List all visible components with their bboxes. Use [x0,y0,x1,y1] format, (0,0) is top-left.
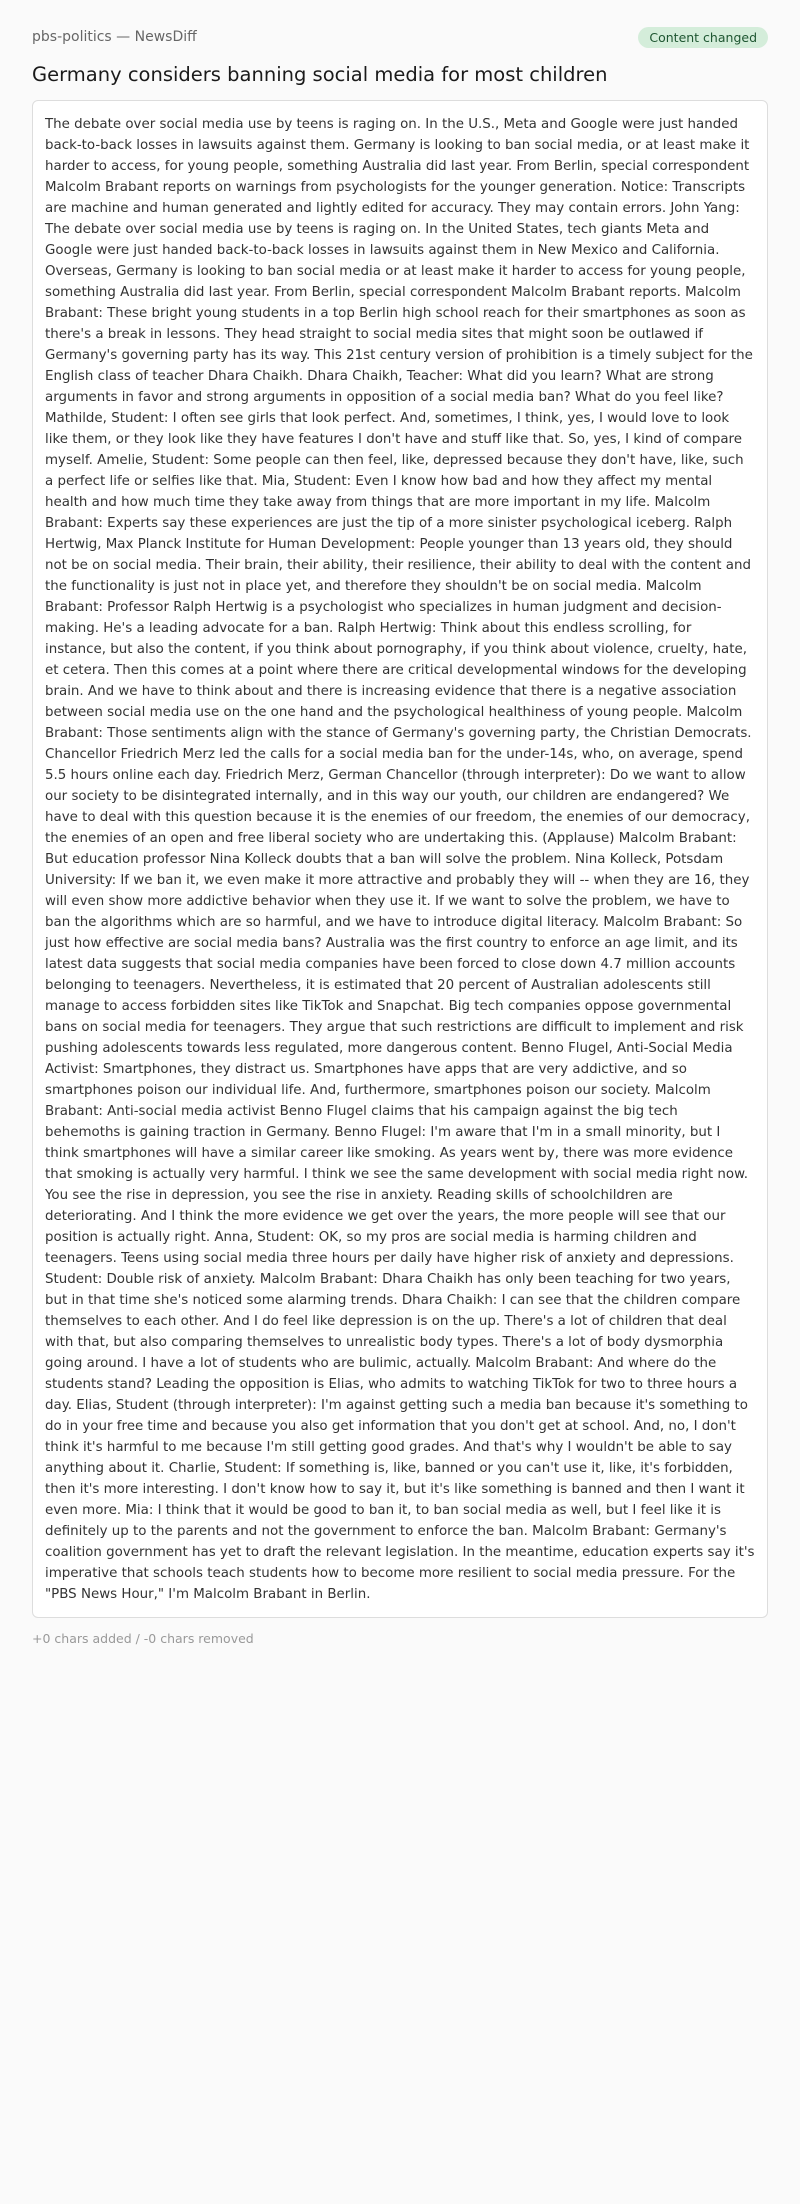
article-content: The debate over social media use by teens is raging on. In the U.S., Meta and Google were just handed back-to-back losses in lawsuits against them. Germany is looking to ban social media, or at least make it harder to access, for young people, something Australia did last year. From Berlin, special correspondent Malcolm Brabant reports on warnings from psychologists for the younger generation. Notice: Transcripts are machine and human generated and lightly edited for accuracy. They may contain errors. John Yang: The debate over social media use by teens is raging on. In the United States, tech giants Meta and Google were just handed back-to-back losses in lawsuits against them in New Mexico and California. Overseas, Germany is looking to ban social media or at least make it harder to access for young people, something Australia did last year. From Berlin, special correspondent Malcolm Brabant reports. Malcolm Brabant: These bright young students in a top Berlin high school reach for their smartphones as soon as there's a break in lessons. They head straight to social media sites that might soon be outlawed if Germany's governing party has its way. This 21st century version of prohibition is a timely subject for the English class of teacher Dhara Chaikh. Dhara Chaikh, Teacher: What did you learn? What are strong arguments in favor and strong arguments in opposition of a social media ban? What do you feel like? Mathilde, Student: I often see girls that look perfect. And, sometimes, I think, yes, I would love to look like them, or they look like they have features I don't have and stuff like that. So, yes, I kind of compare myself. Amelie, Student: Some people can then feel, like, depressed because they don't have, like, such a perfect life or selfies like that. Mia, Student: Even I know how bad and how they affect my mental health and how much time they take away from things that are more important in my life. Malcolm Brabant: Experts say these experiences are just the tip of a more sinister psychological iceberg. Ralph Hertwig, Max Planck Institute for Human Development: People younger than 13 years old, they should not be on social media. Their brain, their ability, their resilience, their ability to deal with the content and the functionality is just not in place yet, and therefore they shouldn't be on social media. Malcolm Brabant: Professor Ralph Hertwig is a psychologist who specializes in human judgment and decision-making. He's a leading advocate for a ban. Ralph Hertwig: Think about this endless scrolling, for instance, but also the content, if you think about pornography, if you think about violence, cruelty, hate, et cetera. Then this comes at a point where there are critical developmental windows for the developing brain. And we have to think about and there is increasing evidence that there is a negative association between social media use on the one hand and the psychological healthiness of young people. Malcolm Brabant: Those sentiments align with the stance of Germany's governing party, the Christian Democrats. Chancellor Friedrich Merz led the calls for a social media ban for the under-14s, who, on average, spend 5.5 hours online each day. Friedrich Merz, German Chancellor (through interpreter): Do we want to allow our society to be disintegrated internally, and in this way our youth, our children are endangered? We have to deal with this question because it is the enemies of our freedom, the enemies of our democracy, the enemies of an open and free liberal society who are undertaking this. (Applause) Malcolm Brabant: But education professor Nina Kolleck doubts that a ban will solve the problem. Nina Kolleck, Potsdam University: If we ban it, we even make it more attractive and probably they will -- when they are 16, they will even show more addictive behavior when they use it. If we want to solve the problem, we have to ban the algorithms which are so harmful, and we have to introduce digital literacy. Malcolm Brabant: So just how effective are social media bans? Australia was the first country to enforce an age limit, and its latest data suggests that social media companies have been forced to close down 4.7 million accounts belonging to teenagers. Nevertheless, it is estimated that 20 percent of Australian adolescents still manage to access forbidden sites like TikTok and Snapchat. Big tech companies oppose governmental bans on social media for teenagers. They argue that such restrictions are difficult to implement and risk pushing adolescents towards less regulated, more dangerous content. Benno Flugel, Anti-Social Media Activist: Smartphones, they distract us. Smartphones have apps that are very addictive, and so smartphones poison our individual life. And, furthermore, smartphones poison our society. Malcolm Brabant: Anti-social media activist Benno Flugel claims that his campaign against the big tech behemoths is gaining traction in Germany. Benno Flugel: I'm aware that I'm in a small minority, but I think smartphones will have a similar career like smoking. As years went by, there was more evidence that smoking is actually very harmful. I think we see the same development with social media right now. You see the rise in depression, you see the rise in anxiety. Reading skills of schoolchildren are deteriorating. And I think the more evidence we get over the years, the more people will see that our position is actually right. Anna, Student: OK, so my pros are social media is harming children and teenagers. Teens using social media three hours per daily have higher risk of anxiety and depressions. Student: Double risk of anxiety. Malcolm Brabant: Dhara Chaikh has only been teaching for two years, but in that time she's noticed some alarming trends. Dhara Chaikh: I can see that the children compare themselves to each other. And I do feel like depression is on the up. There's a lot of children that deal with that, but also comparing themselves to unrealistic body types. There's a lot of body dysmorphia going around. I have a lot of students who are bulimic, actually. Malcolm Brabant: And where do the students stand? Leading the opposition is Elias, who admits to watching TikTok for two to three hours a day. Elias, Student (through interpreter): I'm against getting such a media ban because it's something to do in your free time and because you also get information that you don't get at school. And, no, I don't think it's harmful to me because I'm still getting good grades. And that's why I wouldn't be able to say anything about it. Charlie, Student: If something is, like, banned or you can't use it, like, it's forbidden, then it's more interesting. I don't know how to say it, but it's like something is banned and then I want it even more. Mia: I think that it would be good to ban it, to ban social media as well, but I feel like it is definitely up to the parents and not the government to enforce the ban. Malcolm Brabant: Germany's coalition government has yet to draft the relevant legislation. In the meantime, education experts say it's imperative that schools teach students how to become more resilient to social media pressure. For the "PBS News Hour," I'm Malcolm Brabant in Berlin. [32,100,768,1618]
source-label: pbs-politics — NewsDiff [32,29,197,45]
status-badge: Content changed [638,27,768,48]
header-bar [32,26,768,48]
page-title: Germany considers banning social media for most children [32,63,608,86]
diff-stats: +0 chars added / -0 chars removed [32,1631,254,1646]
